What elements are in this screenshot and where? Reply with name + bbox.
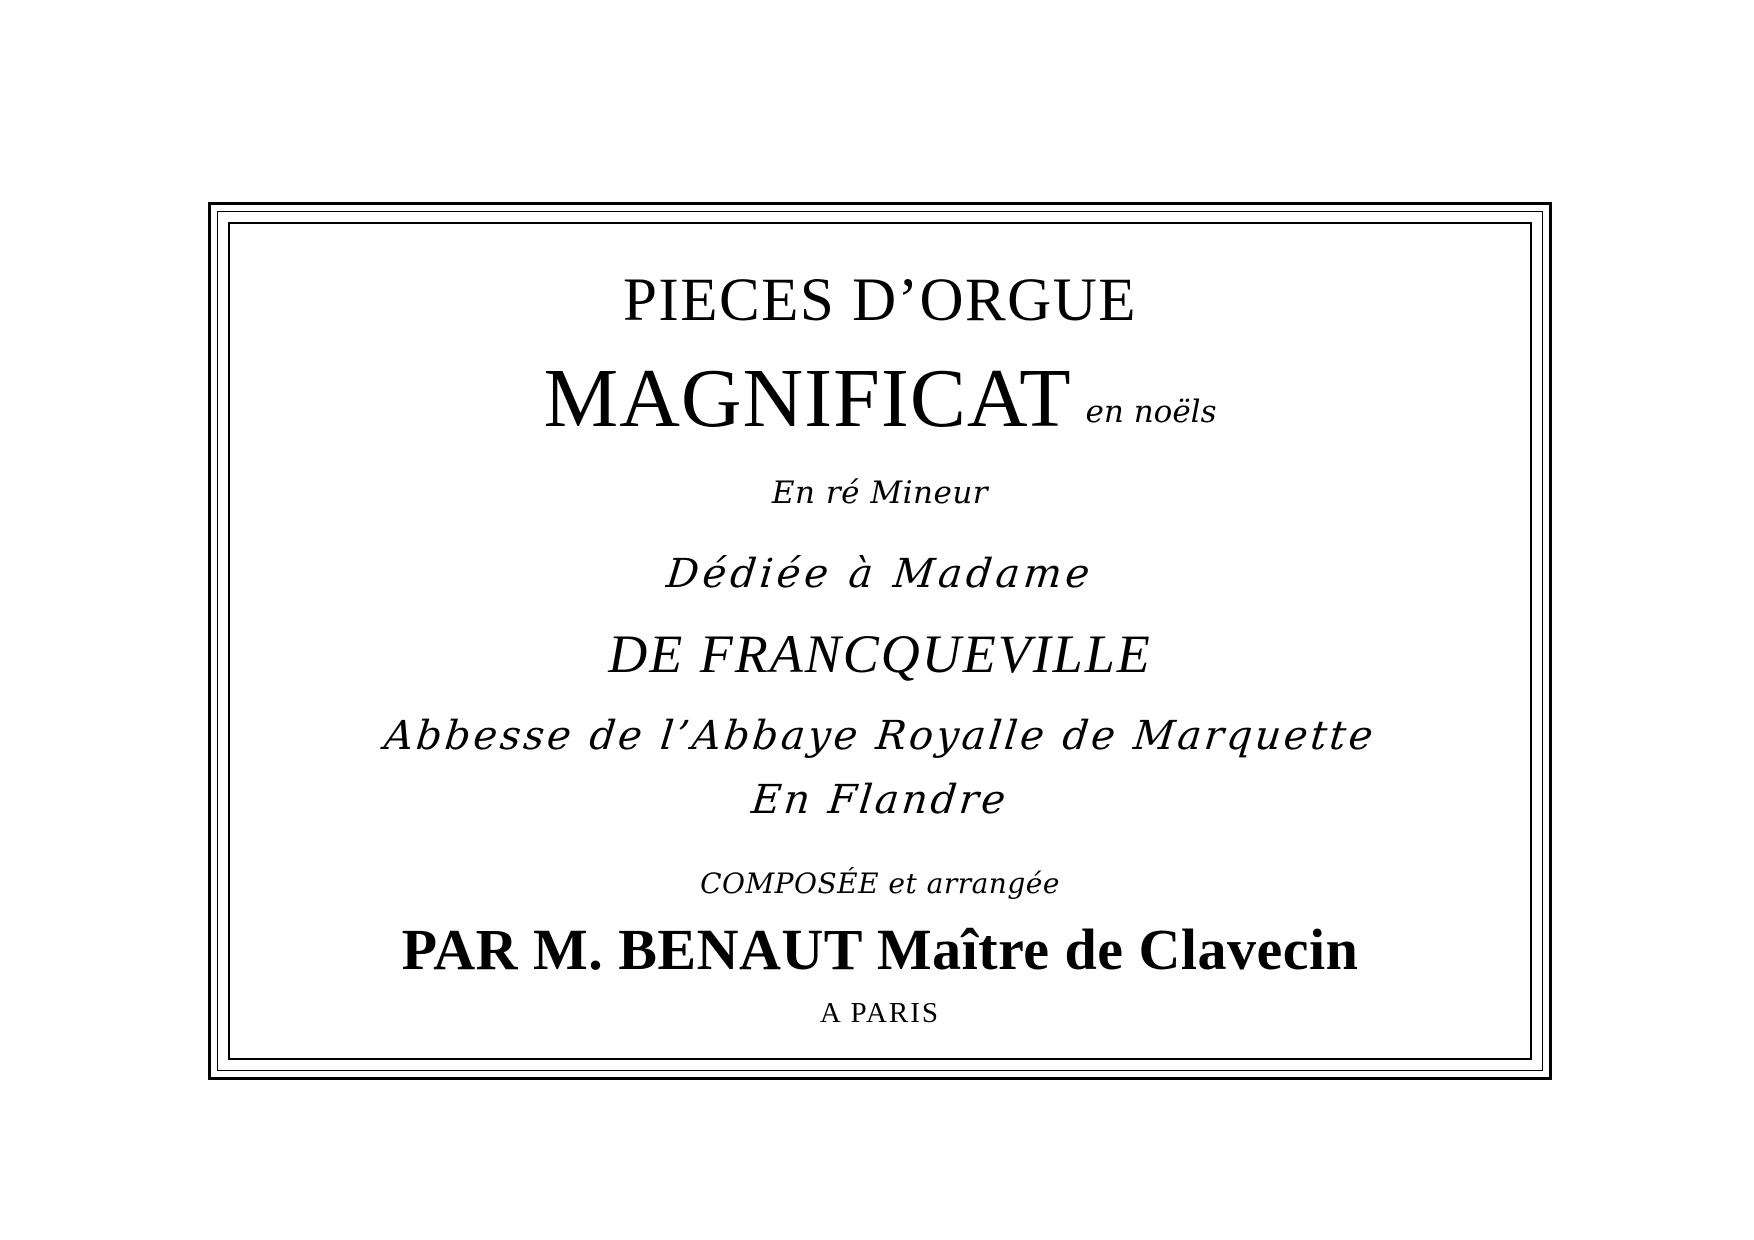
dedicatee-role: Abbesse de l’Abbaye Royalle de Marquette bbox=[382, 713, 1378, 759]
dedicatee-name: DE FRANCQUEVILLE bbox=[608, 624, 1152, 684]
work-title-row bbox=[230, 352, 1530, 445]
dedicatee-place: En Flandre bbox=[749, 777, 1011, 823]
publication-city: A PARIS bbox=[819, 997, 941, 1029]
author-credit: PAR M. BENAUT Maître de Clavecin bbox=[401, 917, 1359, 982]
composition-note: COMPOSÉE et arrangée bbox=[700, 867, 1060, 900]
dedication-intro: Dédiée à Madame bbox=[664, 551, 1096, 597]
musical-key: En ré Mineur bbox=[771, 475, 989, 511]
work-title-suffix: en noëls bbox=[1085, 394, 1217, 430]
work-title: MAGNIFICAT bbox=[543, 352, 1072, 445]
page-title: PIECES D’ORGUE bbox=[622, 267, 1138, 334]
title-block bbox=[230, 222, 1530, 1060]
